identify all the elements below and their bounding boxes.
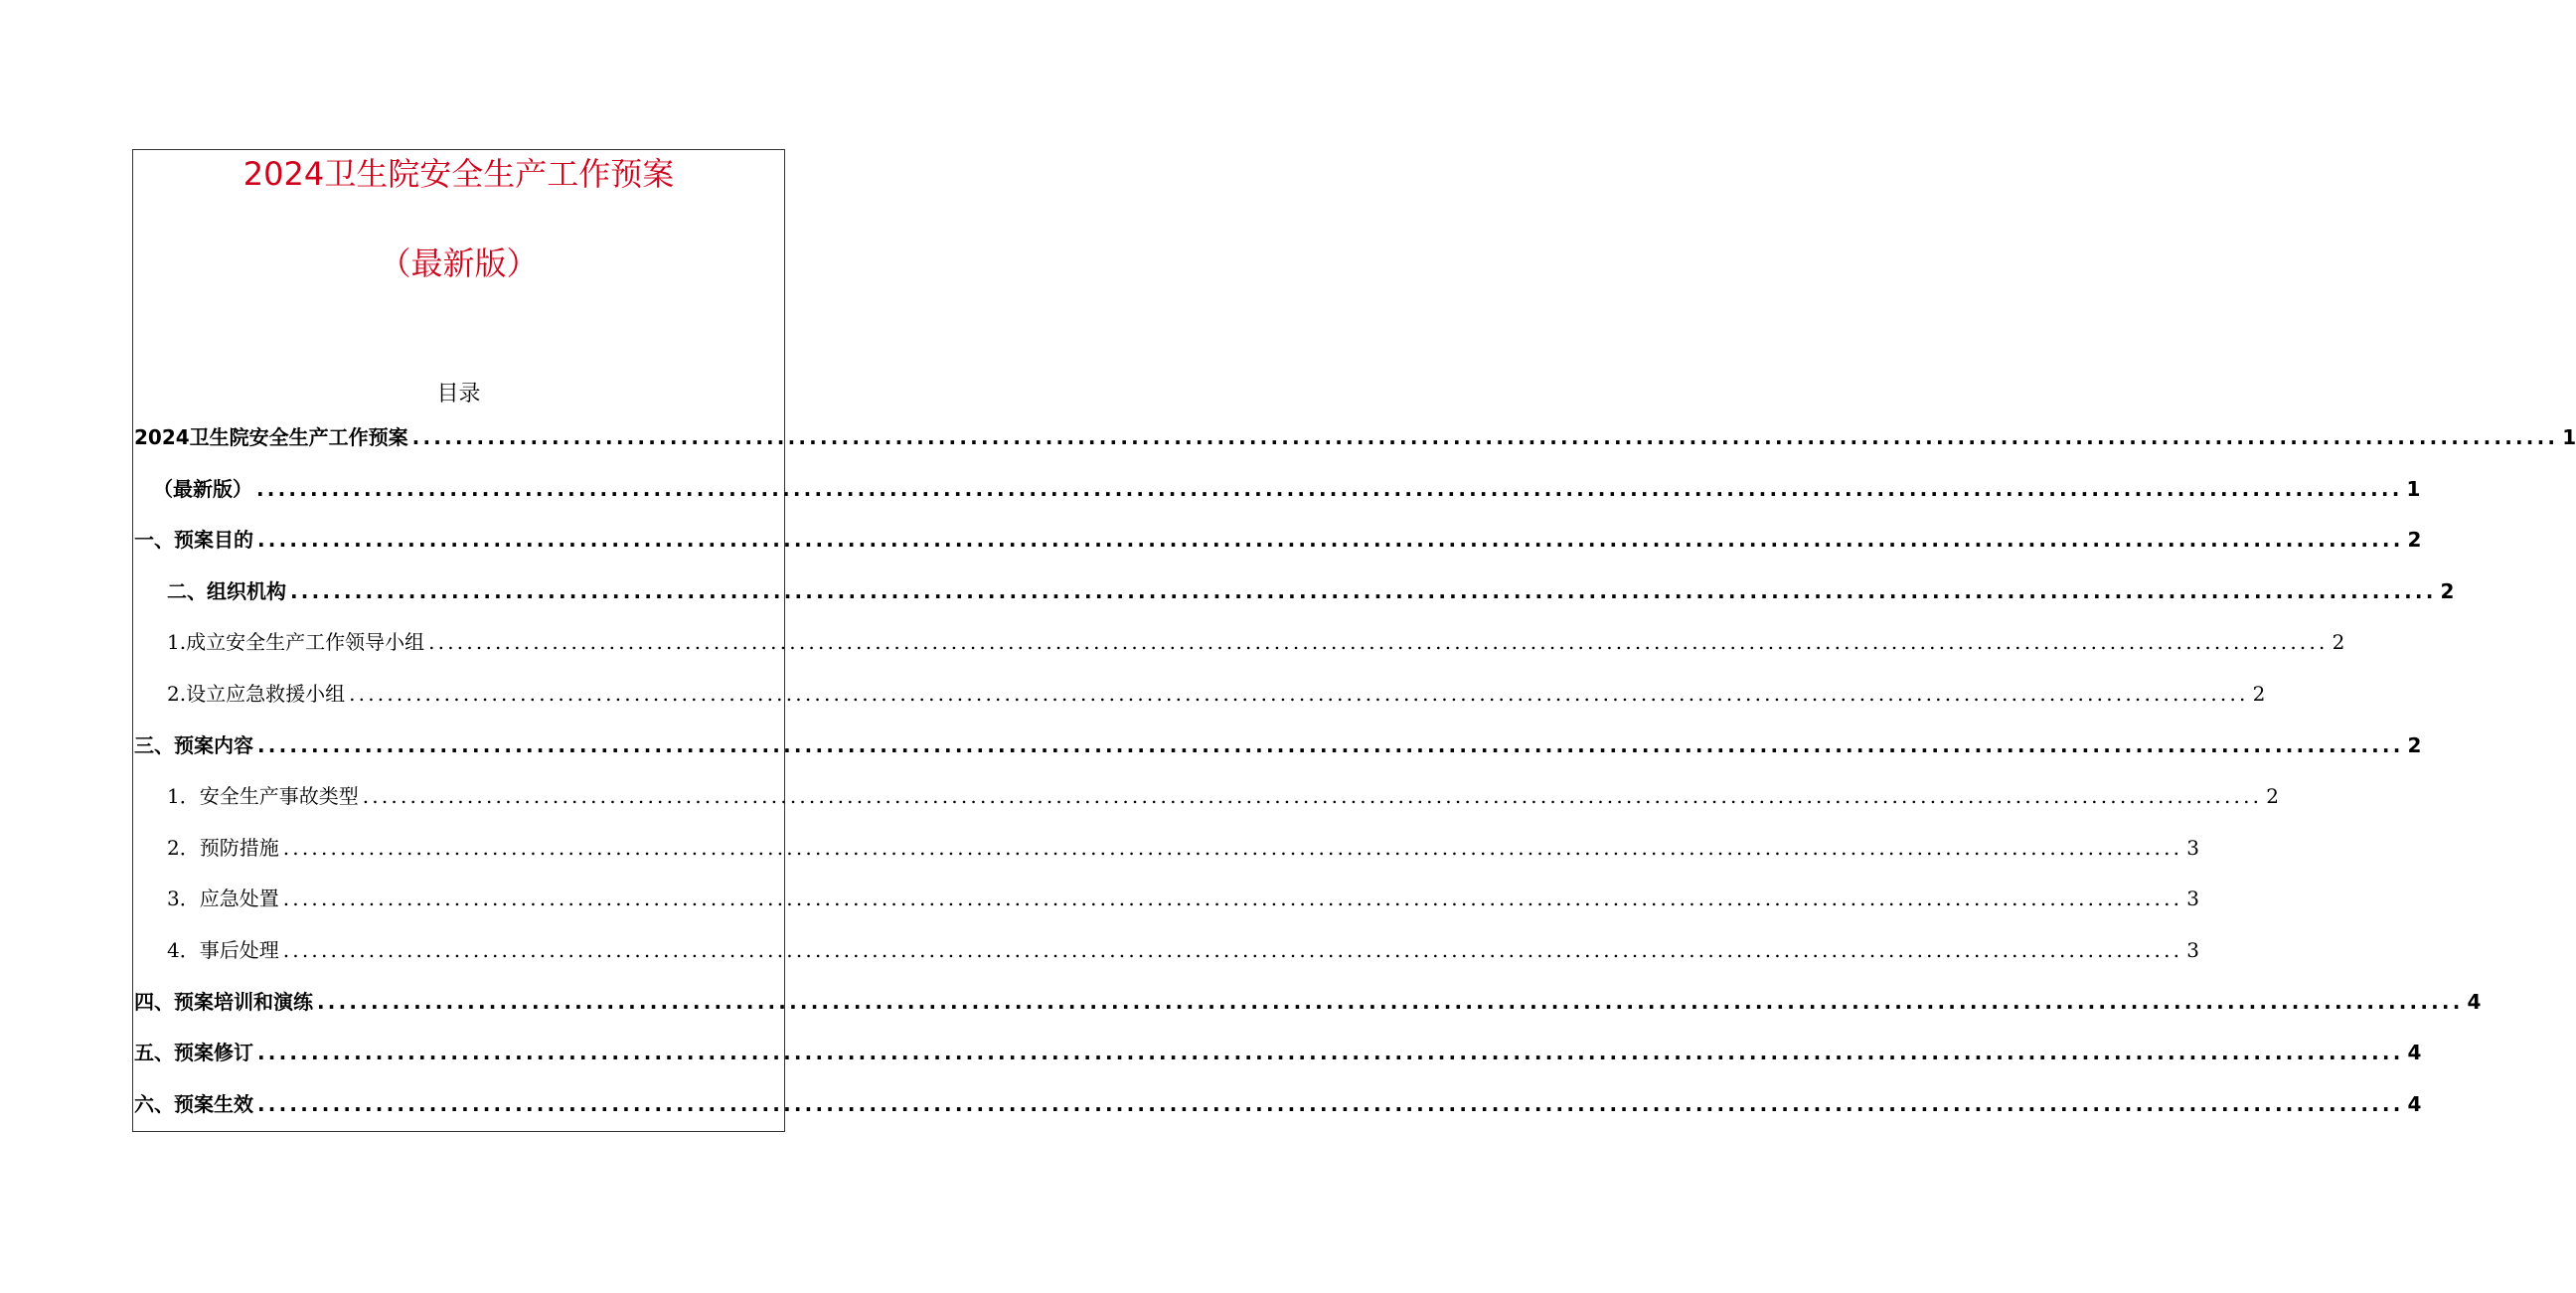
toc-dot-leader: ........................................................................................................................................................................................................: [282, 887, 2183, 911]
toc-dot-leader: ........................................................................................................................................................................................................: [256, 476, 2403, 501]
toc-entry-page-number: 2: [2266, 784, 2279, 809]
toc-entry-page-number: 3: [2186, 887, 2199, 911]
toc-entry-label: 1.成立安全生产工作领导小组: [167, 630, 425, 655]
toc-entry-page-number: 4: [2407, 1041, 2422, 1065]
toc-entry[interactable]: [167, 624, 2345, 656]
toc-entry-label: 2.设立应急救援小组: [167, 682, 346, 706]
toc-entry-page-number: 2: [2407, 732, 2422, 757]
toc-entry-label: （最新版）: [153, 476, 252, 501]
toc-entry-page-number: 1: [2562, 425, 2576, 449]
toc-entry-page-number: 4: [2407, 1091, 2422, 1116]
toc-entry-label: 2．预防措施: [167, 835, 279, 860]
toc-entry-label: 4．事后处理: [167, 938, 279, 962]
toc-entry[interactable]: [134, 419, 2576, 451]
toc-entry[interactable]: [167, 881, 2199, 912]
document-title: 2024卫生院安全生产工作预案: [242, 155, 675, 193]
toc-entry-label: 3．应急处置: [167, 887, 279, 911]
toc-entry-page-number: 2: [2252, 682, 2266, 706]
toc-entry[interactable]: [167, 932, 2199, 964]
toc-dot-leader: ........................................................................................................................................................................................................: [257, 1091, 2404, 1116]
toc-dot-leader: ........................................................................................................................................................................................................: [282, 835, 2183, 860]
toc-entry-label: 六、预案生效: [134, 1091, 253, 1116]
toc-entry-label: 二、组织机构: [167, 578, 286, 603]
table-of-contents: [133, 150, 2576, 1131]
toc-dot-leader: ........................................................................................................................................................................................................: [257, 528, 2404, 553]
toc-entry-label: 三、预案内容: [134, 732, 253, 757]
toc-entry[interactable]: [134, 727, 2422, 759]
toc-dot-leader: ........................................................................................................................................................................................................: [317, 989, 2464, 1014]
toc-entry-page-number: 3: [2186, 938, 2199, 962]
toc-entry[interactable]: [134, 522, 2422, 554]
toc-entry-page-number: 2: [2407, 528, 2422, 553]
toc-entry-page-number: 2: [2332, 630, 2345, 655]
toc-entry[interactable]: [167, 676, 2266, 708]
toc-entry-page-number: 4: [2467, 989, 2482, 1014]
toc-dot-leader: ........................................................................................................................................................................................................: [428, 630, 2329, 655]
toc-dot-leader: ........................................................................................................................................................................................................: [411, 425, 2559, 449]
toc-entry[interactable]: [153, 471, 2421, 503]
toc-entry[interactable]: [167, 830, 2199, 862]
toc-entry[interactable]: [134, 1086, 2422, 1118]
toc-entry-label: 一、预案目的: [134, 528, 253, 553]
toc-dot-leader: ........................................................................................................................................................................................................: [362, 784, 2263, 809]
toc-entry-page-number: 1: [2406, 476, 2421, 501]
toc-entry-page-number: 3: [2186, 835, 2199, 860]
toc-entry-label: 1．安全生产事故类型: [167, 784, 359, 809]
toc-dot-leader: ........................................................................................................................................................................................................: [257, 732, 2404, 757]
toc-entry[interactable]: [167, 778, 2279, 810]
toc-entry[interactable]: [167, 573, 2455, 605]
toc-entry-page-number: 2: [2440, 578, 2455, 603]
toc-entry-label: 五、预案修订: [134, 1041, 253, 1065]
toc-dot-leader: ........................................................................................................................................................................................................: [257, 1041, 2404, 1065]
toc-entry-label: 2024卫生院安全生产工作预案: [134, 425, 408, 449]
toc-dot-leader: ........................................................................................................................................................................................................: [290, 578, 2437, 603]
document-page-frame: [132, 149, 2576, 1132]
toc-dot-leader: ........................................................................................................................................................................................................: [349, 682, 2249, 706]
toc-entry[interactable]: [134, 1035, 2422, 1066]
toc-heading: 目录: [436, 382, 481, 406]
toc-entry-label: 四、预案培训和演练: [134, 989, 313, 1014]
toc-entry[interactable]: [134, 984, 2482, 1016]
document-subtitle: （最新版）: [379, 244, 539, 282]
toc-dot-leader: ........................................................................................................................................................................................................: [282, 938, 2183, 962]
